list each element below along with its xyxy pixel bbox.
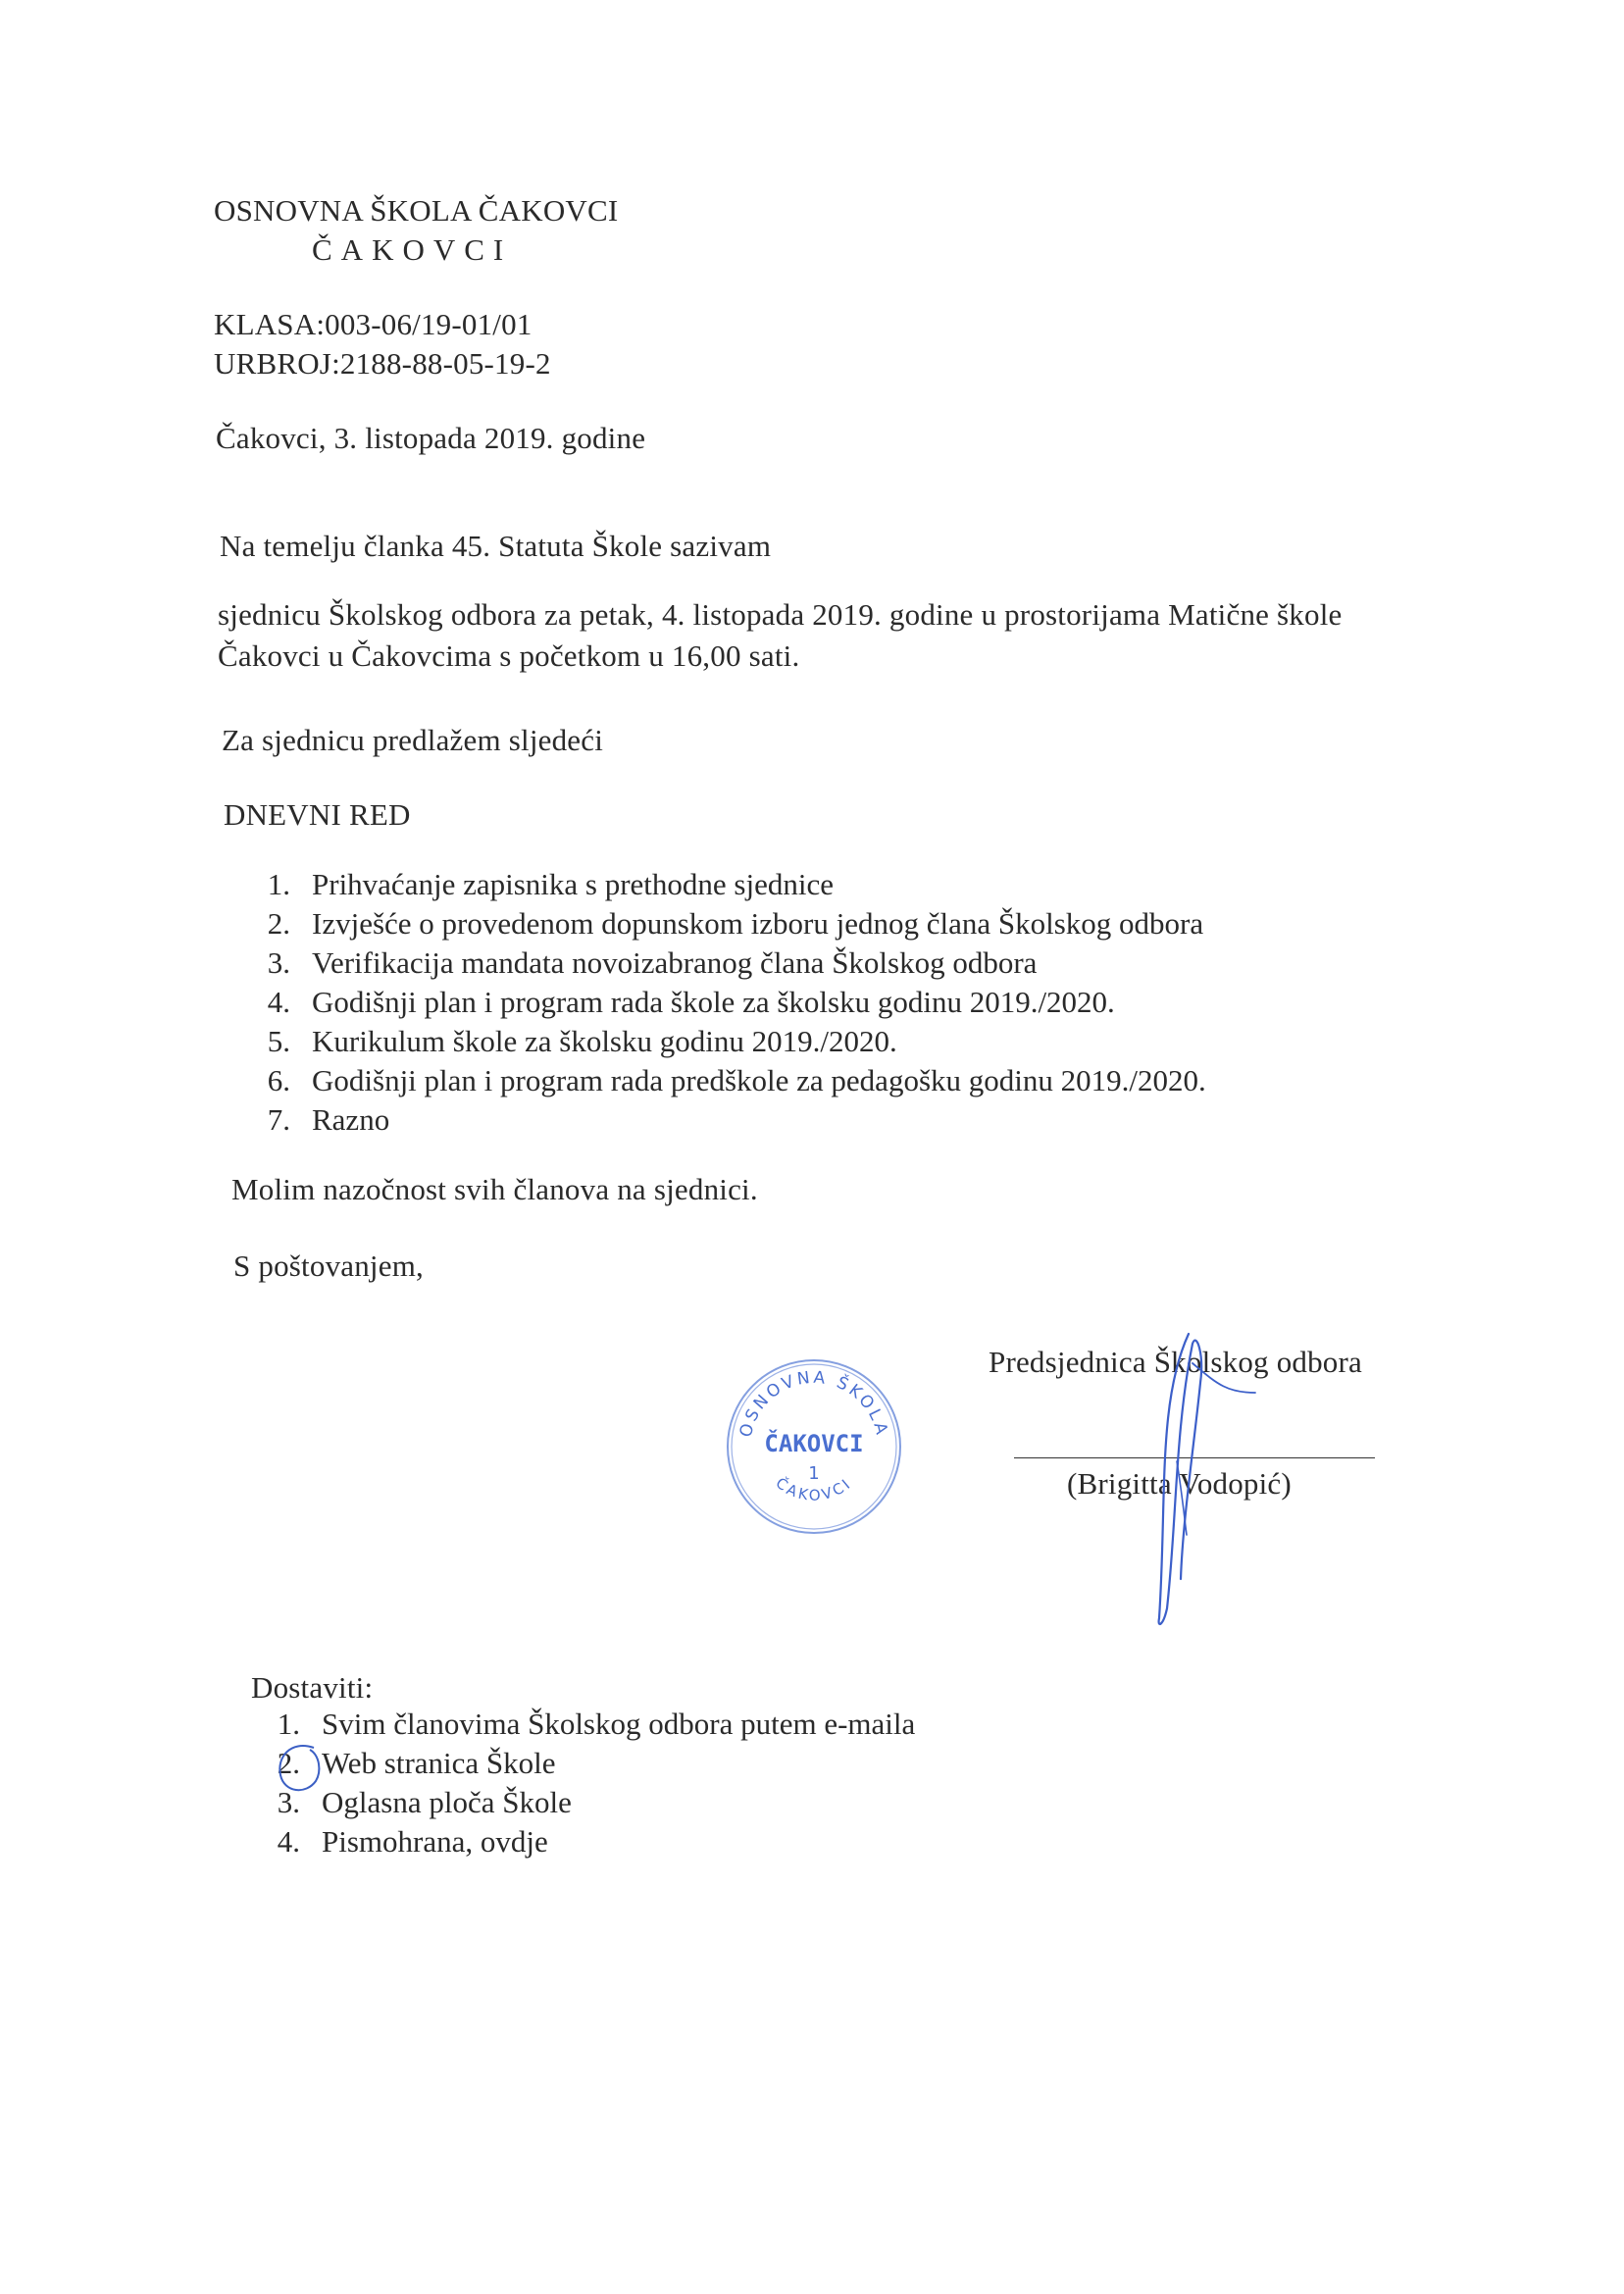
agenda-item: 3. Verifikacija mandata novoizabranog člana Školskog odbora [267,945,1038,980]
intro-text: Na temelju članka 45. Statuta Škole sazivam [220,529,772,563]
agenda-list [231,867,1206,1142]
school-name: OSNOVNA ŠKOLA ČAKOVCI [214,193,619,228]
distribution-item: 1. Svim članovima Školskog odbora putem e-maila [277,1707,916,1741]
proposal-text: Za sjednicu predlažem sljedeći [222,723,604,757]
agenda-title: DNEVNI RED [224,797,411,832]
svg-text:1: 1 [808,1463,820,1484]
regards-text: S poštovanjem, [233,1249,424,1283]
distribution-item: 2. Web stranica Škole [277,1746,556,1780]
distribution-title: Dostaviti: [251,1670,374,1705]
date-line: Čakovci, 3. listopada 2019. godine [216,421,646,455]
agenda-item: 4. Godišnji plan i program rada škole za školsku godinu 2019./2020. [267,985,1115,1019]
distribution-item: 3. Oglasna ploča Škole [277,1785,572,1819]
svg-text:ČAKOVCI: ČAKOVCI [772,1473,856,1504]
handwritten-circle-mark [271,1736,330,1805]
agenda-item: 2. Izvješće o provedenom dopunskom izboru jednog člana Školskog odbora [267,906,1204,941]
agenda-item: 6. Godišnji plan i program rada predškole za pedagošku godinu 2019./2020. [267,1063,1206,1097]
svg-text:OSNOVNA ŠKOLA: OSNOVNA ŠKOLA [736,1367,892,1440]
distribution-list [241,1707,915,1863]
session-text-line-2: Čakovci u Čakovcima s početkom u 16,00 sati. [218,638,800,673]
signatory-role: Predsjednica Školskog odbora [989,1345,1362,1379]
agenda-item: 1. Prihvaćanje zapisnika s prethodne sjednice [267,867,834,901]
klasa-reference: KLASA:003-06/19-01/01 [214,307,533,341]
agenda-item: 7. Razno [267,1102,390,1137]
distribution-item: 4. Pismohrana, ovdje [277,1824,548,1859]
svg-text:ČAKOVCI: ČAKOVCI [764,1430,864,1457]
agenda-item: 5. Kurikulum škole za školsku godinu 2019./2020. [267,1024,897,1058]
handwritten-signature [1098,1324,1265,1638]
attendance-request: Molim nazočnost svih članova na sjednici. [231,1172,758,1206]
urbroj-reference: URBROJ:2188-88-05-19-2 [214,346,551,381]
school-stamp [721,1353,907,1540]
session-text-line-1: sjednicu Školskog odbora za petak, 4. listopada 2019. godine u prostorijama Matične škole [218,597,1343,632]
school-place: ČAKOVCI [312,232,513,267]
signatory-name: (Brigitta Vodopić) [1067,1466,1292,1501]
